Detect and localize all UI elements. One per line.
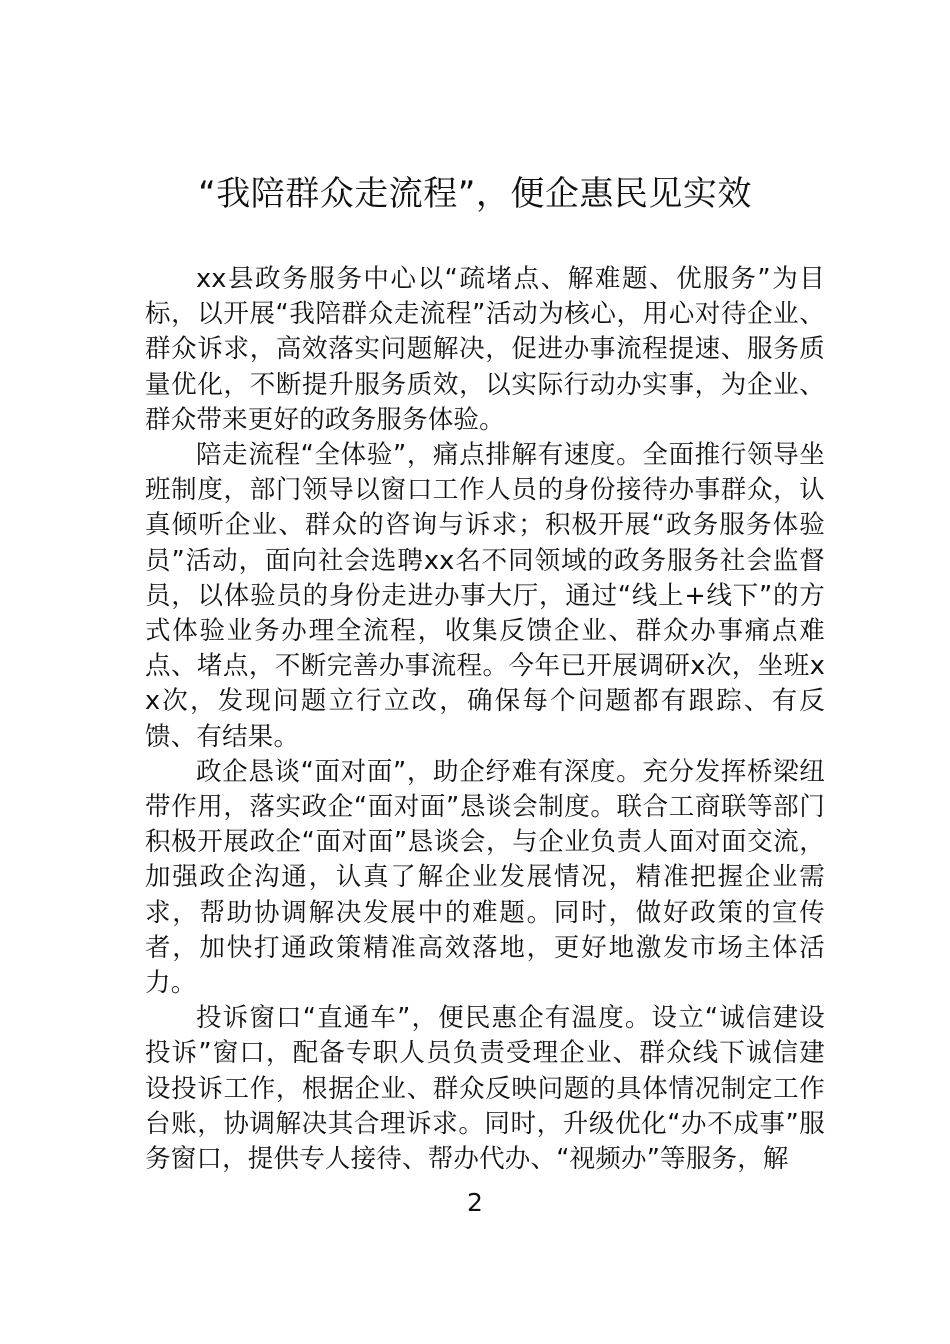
document-body xyxy=(145,262,825,1177)
page-number: 2 xyxy=(467,1188,483,1217)
paragraph-face-to-face: 政企恳谈“面对面”，助企纾难有深度。充分发挥桥梁纽带作用，落实政企“面对面”恳谈会制度。联合工商联等部门积极开展政企“面对面”恳谈会，与企业负责人面对面交流，加强政企沟通，认真了解企业发展情况，精准把握企业需求，帮助协调解决发展中的难题。同时，做好政策的宣传者，加快打通政策精准高效落地，更好地激发市场主体活力。 xyxy=(145,756,825,999)
document-title: “我陪群众走流程”，便企惠民见实效 xyxy=(198,174,752,214)
paragraph-complaint-window: 投诉窗口“直通车”，便民惠企有温度。设立“诚信建设投诉”窗口，配备专职人员负责受理企业、群众线下诚信建设投诉工作，根据企业、群众反映问题的具体情况制定工作台账，协调解决其合理诉求。同时，升级优化“办不成事”服务窗口，提供专人接待、帮办代办、“视频办”等服务，解 xyxy=(145,1003,825,1175)
paragraph-accompany-process: 陪走流程“全体验”，痛点排解有速度。全面推行领导坐班制度，部门领导以窗口工作人员的身份接待办事群众，认真倾听企业、群众的咨询与诉求；积极开展“政务服务体验员”活动，面向社会选聘xx名不同领域的政务服务社会监督员，以体验员的身份走进办事大厅，通过“线上+线下”的方式体验业务办理全流程，收集反馈企业、群众办事痛点难点、堵点，不断完善办事流程。今年已开展调研x次，坐班xx次，发现问题立行立改，确保每个问题都有跟踪、有反馈、有结果。 xyxy=(145,440,825,752)
paragraph-intro: xx县政务服务中心以“疏堵点、解难题、优服务”为目标，以开展“我陪群众走流程”活动为核心，用心对待企业、群众诉求，高效落实问题解决，促进办事流程提速、服务质量优化，不断提升服务质效，以实际行动办实事，为企业、群众带来更好的政务服务体验。 xyxy=(145,264,825,435)
